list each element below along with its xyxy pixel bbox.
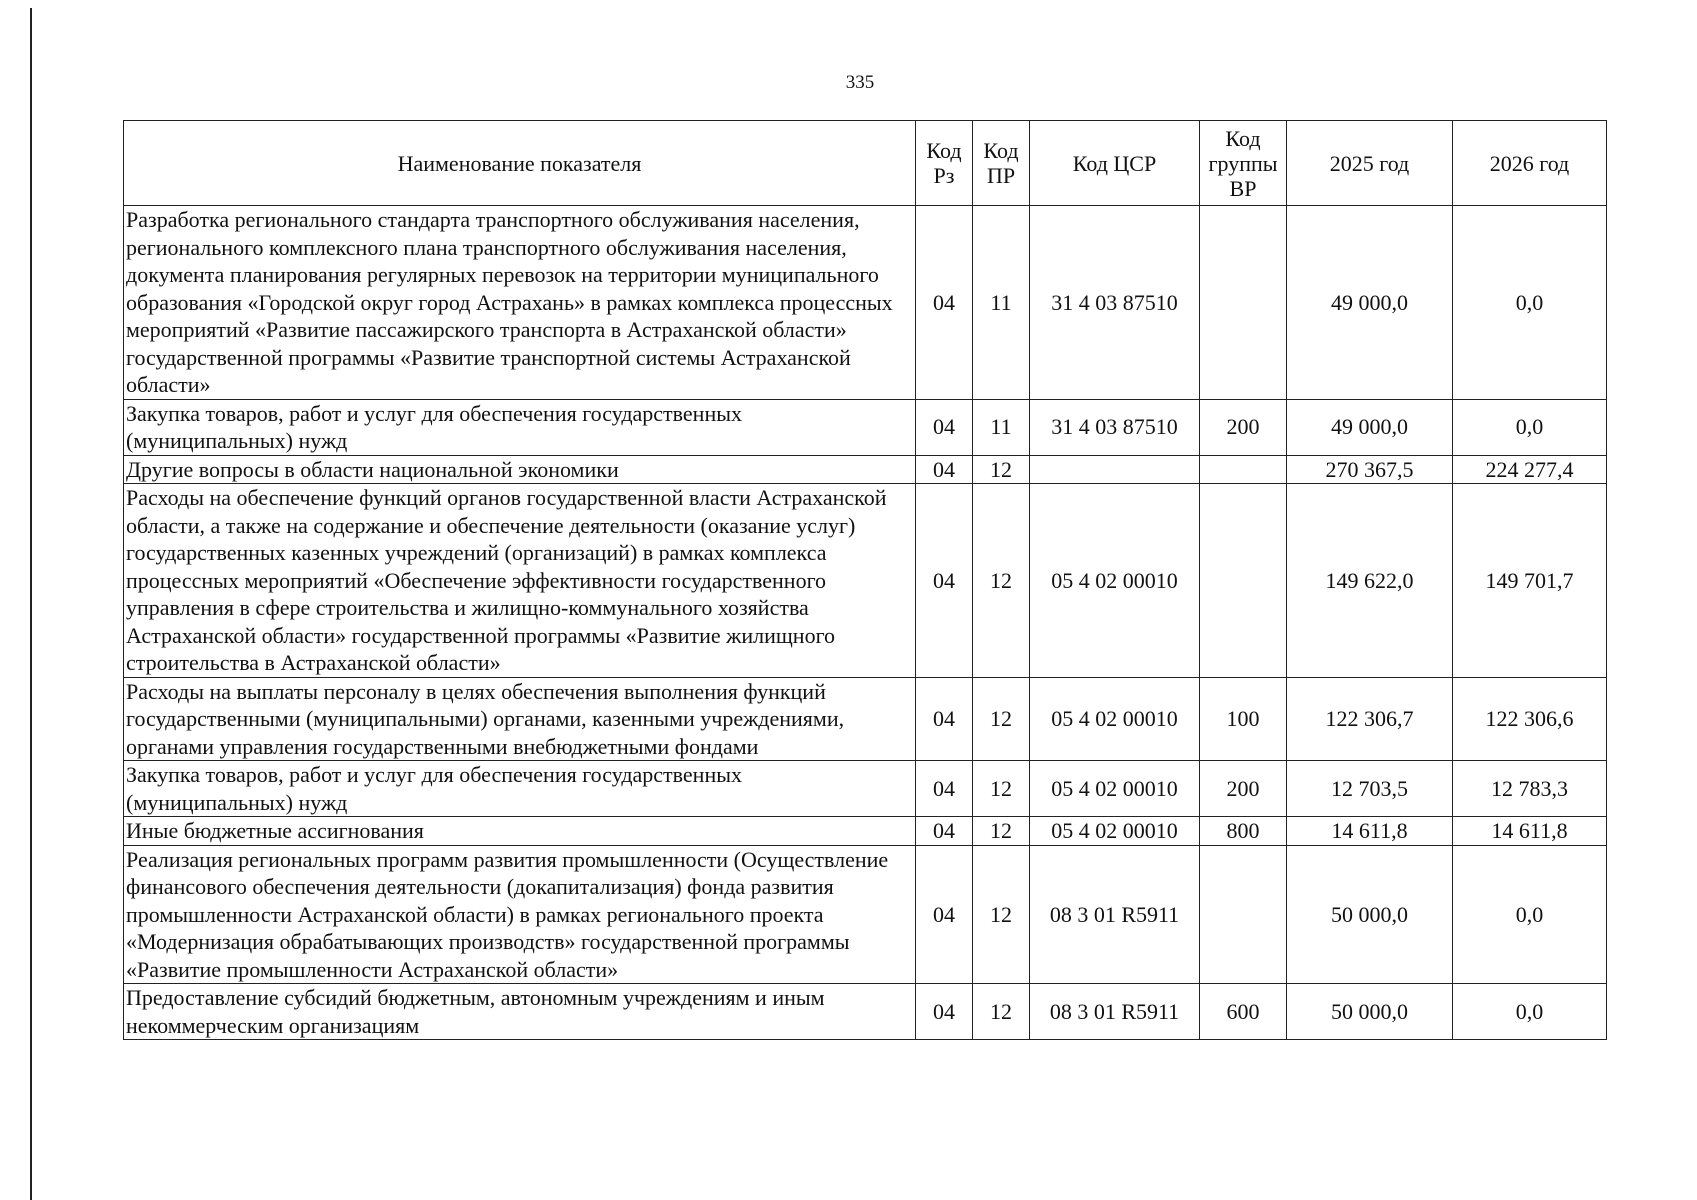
row-vr: 200 [1200, 761, 1287, 817]
row-vr: 100 [1200, 677, 1287, 761]
row-name: Расходы на обеспечение функций органов государственной власти Астраханской области, а также на содержание и обеспечение деятельности (оказание услуг) государственных казенных учреждений (организаций) в рамках комплекса процессных мероприятий «Обеспечение эффективности государственного управления в сфере строительства и жилищно-коммунального хозяйства Астраханской области» государственной программы «Развитие жилищного строительства в Астраханской области» [124, 484, 916, 678]
row-rz: 04 [916, 484, 973, 678]
row-2026: 224 277,4 [1453, 455, 1607, 484]
row-pr: 12 [973, 484, 1030, 678]
table-row [124, 677, 1607, 761]
row-name: Расходы на выплаты персоналу в целях обеспечения выполнения функций государственными (муниципальными) органами, казенными учреждениями, органами управления государственными внебюджетными фондами [124, 677, 916, 761]
table-row [124, 399, 1607, 455]
row-rz: 04 [916, 399, 973, 455]
row-name: Другие вопросы в области национальной экономики [124, 455, 916, 484]
header-rz: Код Рз [916, 121, 973, 206]
table-row [124, 206, 1607, 400]
row-csr: 05 4 02 00010 [1030, 817, 1200, 846]
row-csr: 08 3 01 R5911 [1030, 984, 1200, 1040]
row-rz: 04 [916, 817, 973, 846]
row-2026: 122 306,6 [1453, 677, 1607, 761]
row-2026: 0,0 [1453, 984, 1607, 1040]
row-2025: 50 000,0 [1287, 845, 1453, 984]
row-2025: 14 611,8 [1287, 817, 1453, 846]
row-2025: 270 367,5 [1287, 455, 1453, 484]
budget-table [123, 120, 1607, 1040]
row-2026: 14 611,8 [1453, 817, 1607, 846]
row-name: Реализация региональных программ развития промышленности (Осуществление финансового обеспечения деятельности (докапитализация) фонда развития промышленности Астраханской области) в рамках регионального проекта «Модернизация обрабатывающих производств» государственной программы «Развитие промышленности Астраханской области» [124, 845, 916, 984]
row-2025: 149 622,0 [1287, 484, 1453, 678]
row-2026: 149 701,7 [1453, 484, 1607, 678]
row-vr: 600 [1200, 984, 1287, 1040]
row-vr [1200, 206, 1287, 400]
row-2025: 122 306,7 [1287, 677, 1453, 761]
row-vr: 800 [1200, 817, 1287, 846]
row-vr [1200, 484, 1287, 678]
table-header-row [124, 121, 1607, 206]
row-vr: 200 [1200, 399, 1287, 455]
row-name: Иные бюджетные ассигнования [124, 817, 916, 846]
row-vr [1200, 845, 1287, 984]
row-2025: 49 000,0 [1287, 206, 1453, 400]
row-pr: 12 [973, 761, 1030, 817]
row-pr: 12 [973, 984, 1030, 1040]
row-pr: 11 [973, 399, 1030, 455]
table-row [124, 984, 1607, 1040]
binding-margin-line [30, 8, 32, 1200]
header-vr: Код группы ВР [1200, 121, 1287, 206]
row-2025: 49 000,0 [1287, 399, 1453, 455]
row-csr: 08 3 01 R5911 [1030, 845, 1200, 984]
row-2026: 0,0 [1453, 845, 1607, 984]
row-csr: 05 4 02 00010 [1030, 761, 1200, 817]
header-2026: 2026 год [1453, 121, 1607, 206]
header-csr: Код ЦСР [1030, 121, 1200, 206]
row-rz: 04 [916, 677, 973, 761]
header-2025: 2025 год [1287, 121, 1453, 206]
row-pr: 12 [973, 845, 1030, 984]
table-row [124, 761, 1607, 817]
table-row [124, 455, 1607, 484]
row-csr: 31 4 03 87510 [1030, 399, 1200, 455]
row-2026: 0,0 [1453, 206, 1607, 400]
row-2026: 12 783,3 [1453, 761, 1607, 817]
table-row [124, 845, 1607, 984]
row-rz: 04 [916, 984, 973, 1040]
row-2025: 50 000,0 [1287, 984, 1453, 1040]
row-name: Закупка товаров, работ и услуг для обеспечения государственных (муниципальных) нужд [124, 399, 916, 455]
table-row [124, 484, 1607, 678]
row-rz: 04 [916, 761, 973, 817]
header-name: Наименование показателя [124, 121, 916, 206]
row-csr [1030, 455, 1200, 484]
row-name: Разработка регионального стандарта транспортного обслуживания населения, регионального комплексного плана транспортного обслуживания населения, документа планирования регулярных перевозок на территории муниципального образования «Городской округ город Астрахань» в рамках комплекса процессных мероприятий «Развитие пассажирского транспорта в Астраханской области» государственной программы «Развитие транспортной системы Астраханской области» [124, 206, 916, 400]
row-pr: 12 [973, 455, 1030, 484]
row-2026: 0,0 [1453, 399, 1607, 455]
row-rz: 04 [916, 455, 973, 484]
row-2025: 12 703,5 [1287, 761, 1453, 817]
row-name: Закупка товаров, работ и услуг для обеспечения государственных (муниципальных) нужд [124, 761, 916, 817]
header-pr: Код ПР [973, 121, 1030, 206]
row-csr: 31 4 03 87510 [1030, 206, 1200, 400]
row-pr: 11 [973, 206, 1030, 400]
row-pr: 12 [973, 817, 1030, 846]
row-pr: 12 [973, 677, 1030, 761]
row-csr: 05 4 02 00010 [1030, 677, 1200, 761]
table-row [124, 817, 1607, 846]
row-vr [1200, 455, 1287, 484]
page-number: 335 [845, 72, 875, 93]
row-name: Предоставление субсидий бюджетным, автономным учреждениям и иным некоммерческим организациям [124, 984, 916, 1040]
row-rz: 04 [916, 845, 973, 984]
row-csr: 05 4 02 00010 [1030, 484, 1200, 678]
row-rz: 04 [916, 206, 973, 400]
